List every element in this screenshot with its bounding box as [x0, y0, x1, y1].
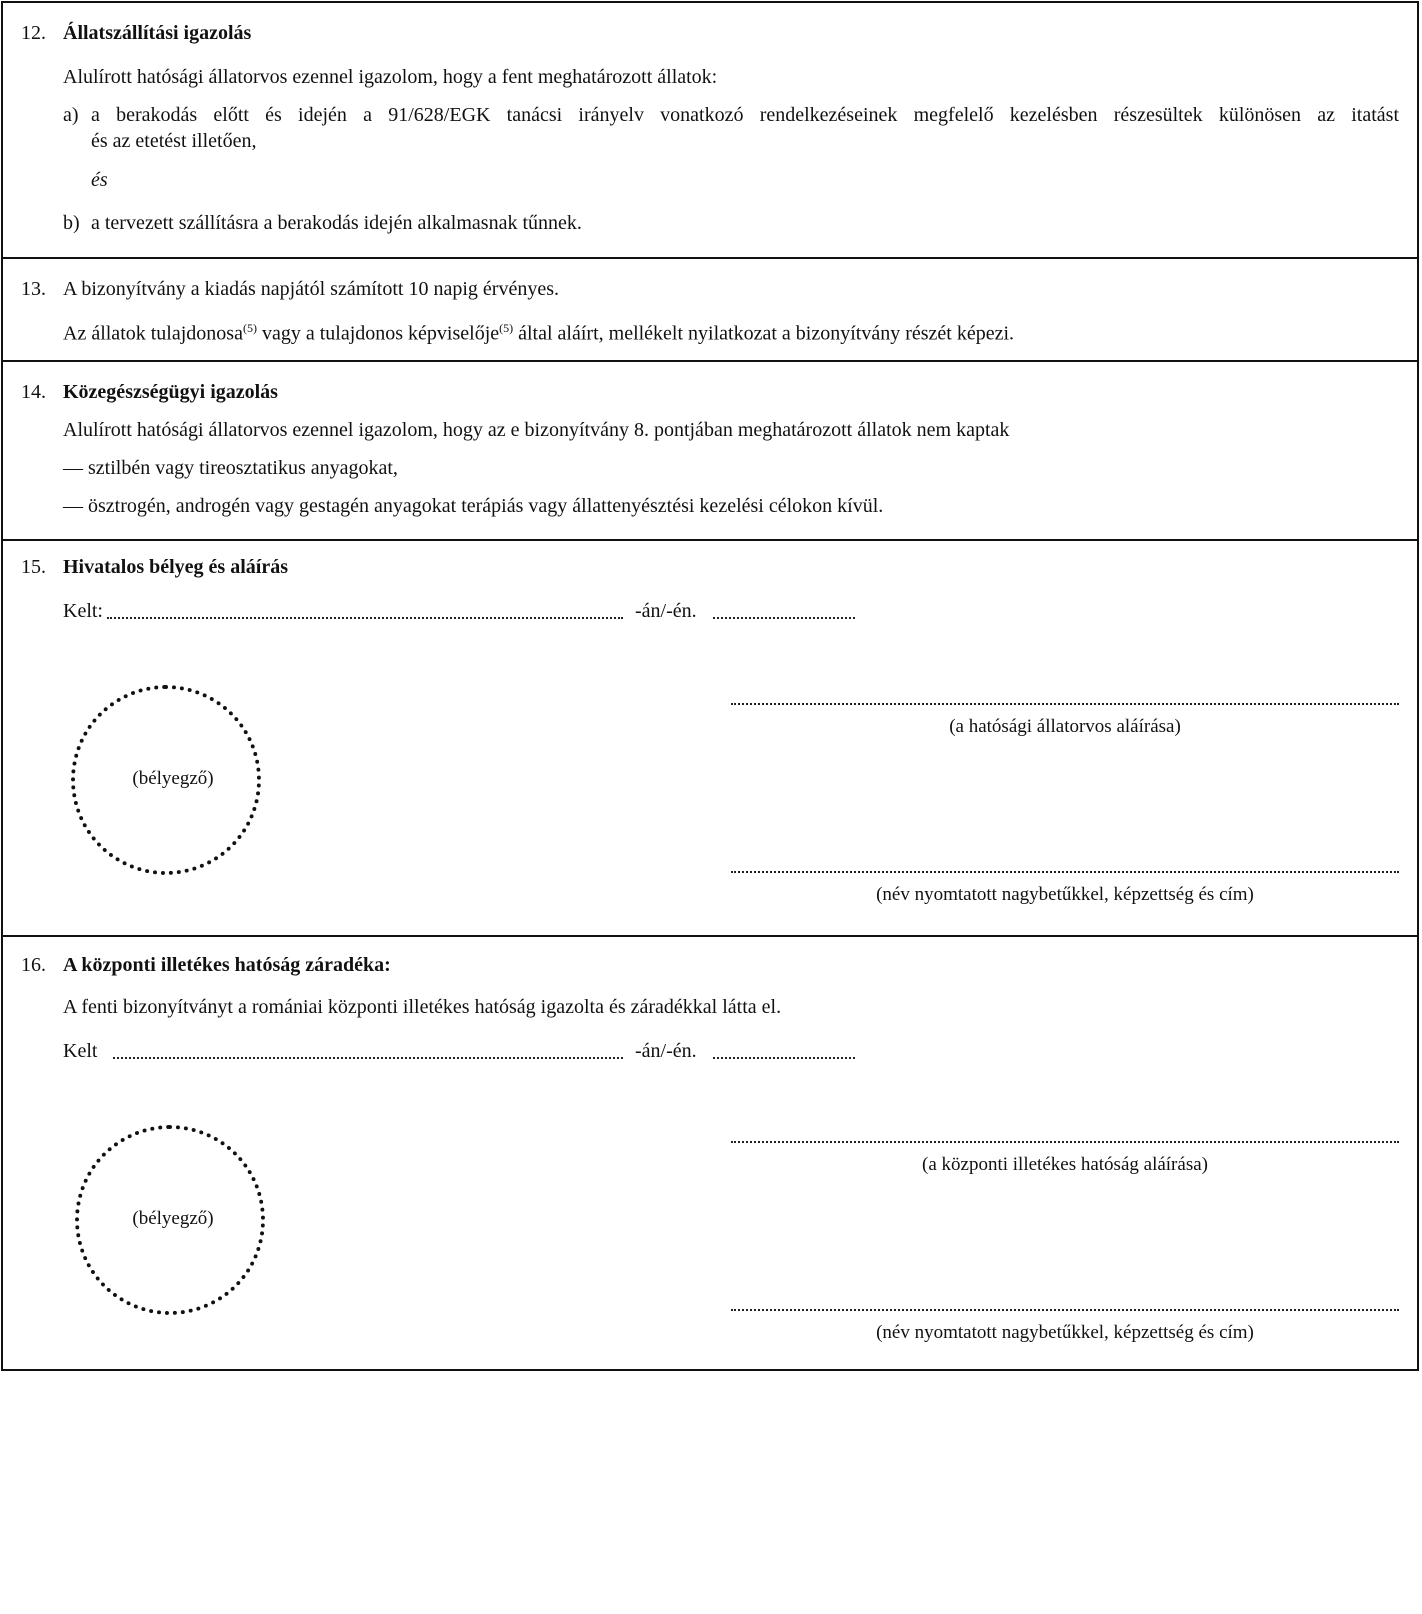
section-intro: Alulírott hatósági állatorvos ezennel igazolom, hogy a fent meghatározott állatok:	[63, 66, 718, 88]
signature-field[interactable]	[731, 1141, 1399, 1143]
date-label: Kelt	[63, 1040, 98, 1062]
date-suffix: -án/-én.	[635, 600, 697, 622]
stamp-label: (bélyegző)	[132, 1208, 214, 1229]
section-title: Közegészségügyi igazolás	[63, 381, 278, 403]
section-13	[3, 259, 1417, 362]
date-day-field[interactable]	[713, 617, 855, 619]
item-a-marker: a)	[63, 104, 79, 126]
section-title: Hivatalos bélyeg és aláírás	[63, 556, 288, 578]
section-number: 16.	[21, 954, 46, 976]
section-number: 13.	[21, 278, 46, 300]
section-title: Állatszállítási igazolás	[63, 22, 252, 44]
name-field[interactable]	[731, 871, 1399, 873]
name-caption: (név nyomtatott nagybetűkkel, képzettség és cím)	[876, 884, 1254, 905]
section-15	[3, 541, 1417, 937]
item-a-text: a berakodás előtt és idején a 91/628/EGK tanácsi irányelv vonatkozó rendelkezéseinek megfelelő kezelésben részesültek különösen az itatást	[91, 104, 1399, 126]
footnote-ref: (5)	[499, 321, 514, 335]
section-12	[3, 3, 1417, 259]
item-a-text-cont: és az etetést illetően,	[91, 130, 257, 152]
item-b-marker: b)	[63, 212, 80, 234]
signature-caption: (a hatósági állatorvos aláírása)	[949, 716, 1181, 737]
section-number: 12.	[21, 22, 46, 44]
section-number: 15.	[21, 556, 46, 578]
date-place-field[interactable]	[113, 1057, 623, 1059]
date-place-field[interactable]	[107, 617, 623, 619]
name-field[interactable]	[731, 1309, 1399, 1311]
section-intro: Alulírott hatósági állatorvos ezennel igazolom, hogy az e bizonyítvány 8. pontjában meghatározott állatok nem kaptak	[63, 419, 1010, 441]
footnote-ref: (5)	[242, 321, 257, 335]
date-suffix: -án/-én.	[635, 1040, 697, 1062]
stamp-label: (bélyegző)	[132, 768, 214, 789]
bullet-item: — sztilbén vagy tireosztatikus anyagokat,	[63, 457, 398, 479]
signature-field[interactable]	[731, 703, 1399, 705]
certificate-form	[1, 1, 1419, 1371]
bullet-item: — ösztrogén, androgén vagy gestagén anyagokat terápiás vagy állattenyésztési kezelési célokon kívül.	[63, 495, 884, 517]
section-title: A központi illetékes hatóság záradéka:	[63, 954, 391, 976]
date-label: Kelt:	[63, 600, 103, 622]
signature-caption: (a központi illetékes hatóság aláírása)	[922, 1154, 1208, 1175]
declaration-text: Az állatok tulajdonosa$^{(5)}$ vagy a tulajdonos képviselője$^{(5)}$ által aláírt, mellékelt nyilatkozat a bizonyítvány részét képezi.	[63, 321, 1015, 345]
date-day-field[interactable]	[713, 1057, 855, 1059]
section-16	[3, 937, 1417, 1371]
name-caption: (név nyomtatott nagybetűkkel, képzettség és cím)	[876, 1322, 1254, 1343]
item-b-text: a tervezett szállításra a berakodás idején alkalmasnak tűnnek.	[91, 212, 582, 234]
conjunction: és	[91, 169, 108, 191]
section-14	[3, 362, 1417, 541]
endorsement-text: A fenti bizonyítványt a romániai központi illetékes hatóság igazolta és záradékkal látta el.	[63, 996, 782, 1018]
validity-text: A bizonyítvány a kiadás napjától számított 10 napig érvényes.	[63, 278, 559, 300]
section-number: 14.	[21, 381, 46, 403]
